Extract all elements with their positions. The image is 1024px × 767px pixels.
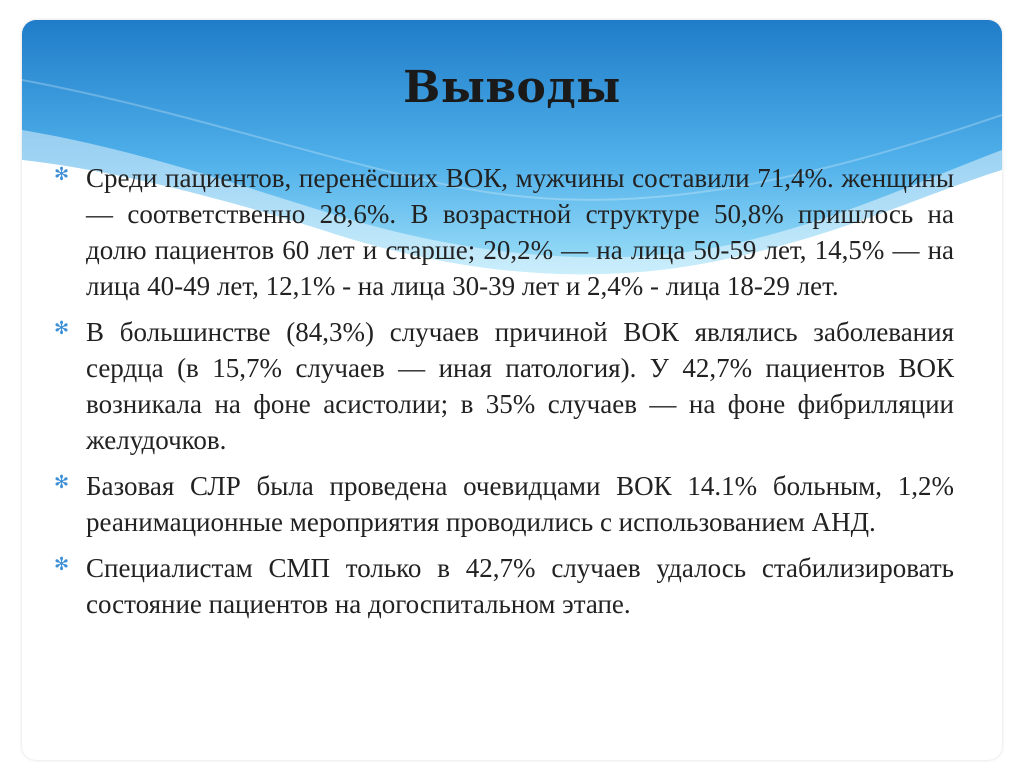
bullet-list xyxy=(54,160,954,632)
asterisk-icon: ✻ xyxy=(54,164,70,185)
bullet-text: В большинстве (84,3%) случаев причиной ВОК являлись заболевания сердца (в 15,7% случаев — иная патология). У 42,7% пациентов ВОК возникала на фоне асистолии; в 35% случаев — на фоне фибрилляции желудочков. xyxy=(86,317,954,455)
bullet-item xyxy=(54,468,954,540)
asterisk-icon: ✻ xyxy=(54,472,70,493)
bullet-text: Специалистам СМП только в 42,7% случаев удалось стабилизировать состояние пациентов на догоспитальном этапе. xyxy=(86,553,954,619)
asterisk-icon: ✻ xyxy=(54,554,70,575)
bullet-item xyxy=(54,550,954,622)
bullet-text: Среди пациентов, перенёсших ВОК, мужчины составили 71,4%. женщины — соответственно 28,6%. В возрастной структуре 50,8% пришлось на долю пациентов 60 лет и старше; 20,2% — на лица 50-59 лет, 14,5% — на лица 40-49 лет, 12,1% - на лица 30-39 лет и 2,4% - лица 18-29 лет. xyxy=(86,163,954,301)
bullet-item xyxy=(54,314,954,458)
slide-title: Выводы xyxy=(403,62,621,113)
bullet-item xyxy=(54,160,954,304)
asterisk-icon: ✻ xyxy=(54,318,70,339)
slide xyxy=(22,20,1002,760)
bullet-text: Базовая СЛР была проведена очевидцами ВОК 14.1% больным, 1,2% реанимационные мероприятия проводились с использованием АНД. xyxy=(86,471,954,537)
